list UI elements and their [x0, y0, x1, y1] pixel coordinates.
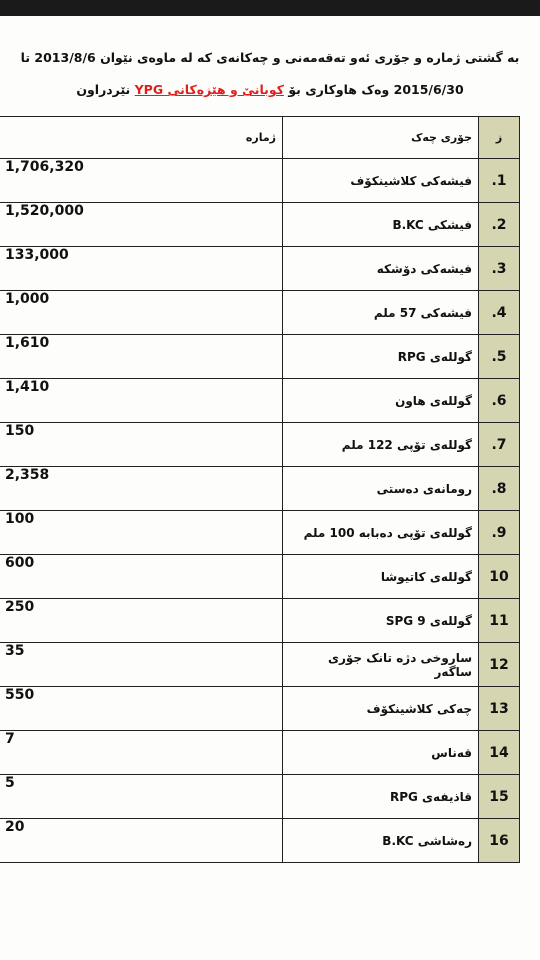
row-weapon-type: فیشکی B.KC [283, 203, 479, 247]
title-line-2-start: 2015/6/30 وەک هاوکاری بۆ [283, 82, 464, 97]
weapons-table [0, 116, 520, 863]
row-count: 1,410 [0, 379, 283, 423]
row-index: 13 [479, 687, 520, 731]
row-index: 11 [479, 599, 520, 643]
table-row [0, 203, 520, 247]
table-row [0, 379, 520, 423]
row-index: 15 [479, 775, 520, 819]
row-weapon-type: فیشەکی کلاشینکۆف [283, 159, 479, 203]
row-count: 2,358 [0, 467, 283, 511]
row-weapon-type: رەشاشی B.KC [283, 819, 479, 863]
row-weapon-type: قەناس [283, 731, 479, 775]
row-weapon-type: گوللەی کاتیوشا [283, 555, 479, 599]
row-weapon-type: گوللەی SPG 9 [283, 599, 479, 643]
row-weapon-type: گوللەی تۆپی دەبابە 100 ملم [283, 511, 479, 555]
table-row [0, 467, 520, 511]
row-index: 14 [479, 731, 520, 775]
table-row [0, 555, 520, 599]
table-row [0, 247, 520, 291]
top-bar [0, 0, 540, 16]
row-weapon-type: قاذیفەی RPG [283, 775, 479, 819]
row-index: 1. [479, 159, 520, 203]
table-row [0, 687, 520, 731]
row-count: 600 [0, 555, 283, 599]
row-index: 12 [479, 643, 520, 687]
document-title-line-2 [0, 82, 540, 97]
row-weapon-type: گوللەی RPG [283, 335, 479, 379]
row-index: 5. [479, 335, 520, 379]
title-highlight: کوبانێ و هێزەکانی YPG [134, 82, 284, 97]
row-weapon-type: چەکی کلاشینکۆف [283, 687, 479, 731]
row-weapon-type: رومانەی دەستی [283, 467, 479, 511]
row-count: 1,706,320 [0, 159, 283, 203]
row-count: 1,610 [0, 335, 283, 379]
row-weapon-type: فیشەکی دۆشکە [283, 247, 479, 291]
row-count: 550 [0, 687, 283, 731]
row-count: 133,000 [0, 247, 283, 291]
row-count: 1,520,000 [0, 203, 283, 247]
row-count: 5 [0, 775, 283, 819]
table-header-row [0, 117, 520, 159]
header-index: ز [479, 117, 520, 159]
table-row [0, 159, 520, 203]
row-count: 35 [0, 643, 283, 687]
table-row [0, 599, 520, 643]
row-weapon-type: گوللەی تۆپی 122 ملم [283, 423, 479, 467]
table-row [0, 423, 520, 467]
header-type: جۆری چەک [283, 117, 479, 159]
title-line-2-end: نێردراون [76, 82, 135, 97]
table-row [0, 511, 520, 555]
document-page [0, 16, 540, 960]
table-row [0, 731, 520, 775]
table-row [0, 819, 520, 863]
row-weapon-type: ساروخی دژە تانک جۆری ساگەر [283, 643, 479, 687]
row-count: 150 [0, 423, 283, 467]
row-weapon-type: گوللەی هاون [283, 379, 479, 423]
row-weapon-type: فیشەکی 57 ملم [283, 291, 479, 335]
row-count: 1,000 [0, 291, 283, 335]
row-index: 6. [479, 379, 520, 423]
row-index: 7. [479, 423, 520, 467]
table-row [0, 775, 520, 819]
table-row [0, 643, 520, 687]
table-row [0, 335, 520, 379]
row-index: 8. [479, 467, 520, 511]
row-index: 10 [479, 555, 520, 599]
row-index: 2. [479, 203, 520, 247]
row-index: 16 [479, 819, 520, 863]
row-index: 9. [479, 511, 520, 555]
row-index: 4. [479, 291, 520, 335]
row-index: 3. [479, 247, 520, 291]
row-count: 100 [0, 511, 283, 555]
row-count: 20 [0, 819, 283, 863]
row-count: 250 [0, 599, 283, 643]
header-count: ژمارە [0, 117, 283, 159]
row-count: 7 [0, 731, 283, 775]
document-title-line-1: به گشتی ژماره و جۆری ئەو تەقەمەنی و چەکانەی کە لە ماوەی نێوان 2013/8/6 تا [20, 50, 520, 65]
table-row [0, 291, 520, 335]
